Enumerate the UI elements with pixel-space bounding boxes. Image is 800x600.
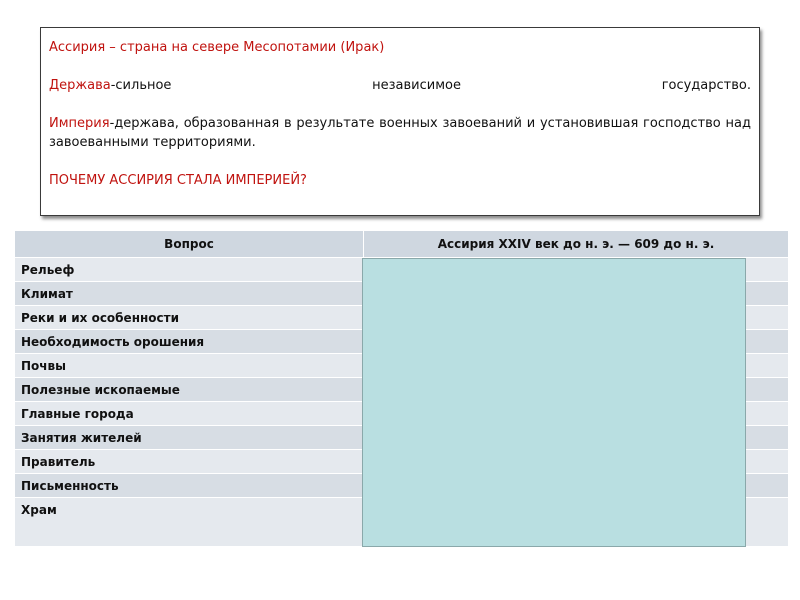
row-label: Храм <box>15 498 364 547</box>
term-derzhava: Держава <box>49 78 111 93</box>
intro-line-assyria: Ассирия – страна на севере Месопотамии (Ирак) <box>49 40 385 55</box>
row-label: Письменность <box>15 474 364 498</box>
row-label: Реки и их особенности <box>15 306 364 330</box>
row-label: Почвы <box>15 354 364 378</box>
row-label: Главные города <box>15 402 364 426</box>
header-question: Вопрос <box>15 231 364 258</box>
table-header-row <box>15 231 789 258</box>
definition-imperiya <box>49 114 751 152</box>
question-heading: ПОЧЕМУ АССИРИЯ СТАЛА ИМПЕРИЕЙ? <box>49 173 307 188</box>
answer-cover-rectangle[interactable] <box>362 258 746 547</box>
row-label: Занятия жителей <box>15 426 364 450</box>
def-derzhava-word1: -сильное <box>110 78 172 93</box>
term-imperiya: Империя <box>49 116 110 131</box>
row-label: Необходимость орошения <box>15 330 364 354</box>
def-imperiya-text: -держава, образованная в результате военных завоеваний и установившая господство над завоеванными территориями. <box>49 116 751 150</box>
def-derzhava-word2: независимое <box>372 78 461 93</box>
row-label: Правитель <box>15 450 364 474</box>
definition-derzhava <box>49 76 751 95</box>
def-derzhava-word3: государство. <box>661 78 751 93</box>
row-label: Климат <box>15 282 364 306</box>
row-label: Рельеф <box>15 258 364 282</box>
header-assyria: Ассирия XXIV век до н. э. — 609 до н. э. <box>364 231 789 258</box>
intro-textbox <box>40 27 760 216</box>
row-label: Полезные ископаемые <box>15 378 364 402</box>
